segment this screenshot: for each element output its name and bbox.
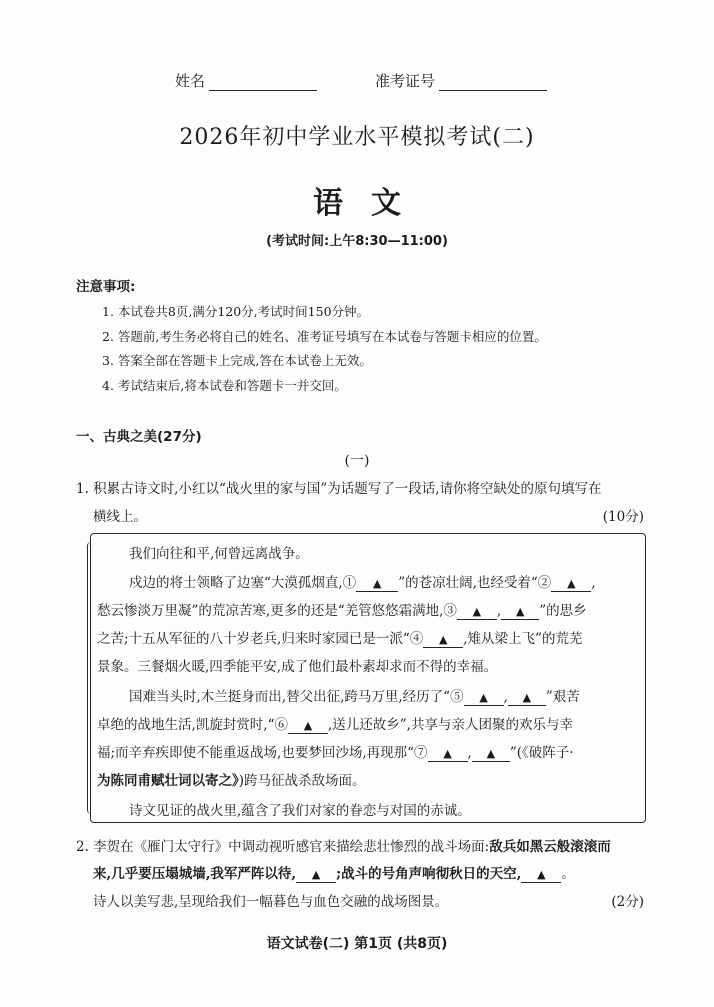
question-2-score: (2分) bbox=[611, 894, 644, 910]
question-1-prompt-cont: 横线上。 bbox=[93, 509, 147, 525]
passage-line bbox=[129, 685, 580, 706]
passage-line bbox=[97, 599, 587, 620]
question-2-text: 。 bbox=[561, 866, 575, 882]
passage-text: ”的苍凉壮阔,也经受着“② bbox=[398, 575, 552, 591]
poem-paraphrase: 来,几乎要压塌城墙,我军严阵以待, bbox=[93, 866, 297, 882]
answer-blank-6[interactable] bbox=[288, 718, 328, 734]
part-label: (一) bbox=[344, 453, 370, 469]
passage-text: , bbox=[496, 603, 502, 619]
passage-text: , bbox=[503, 689, 508, 705]
answer-blank-4[interactable] bbox=[423, 632, 463, 648]
passage-text: ”艰苦 bbox=[545, 689, 580, 705]
answer-blank-1[interactable] bbox=[356, 576, 398, 592]
passage-line bbox=[97, 627, 582, 648]
exam-time: (考试时间:上午8:30—11:00) bbox=[266, 234, 448, 249]
question-2-text: 2. 李贺在《雁门太守行》中调动视听感官来描绘悲壮惨烈的战斗场面: bbox=[76, 839, 490, 855]
triangle-icon: ▲ bbox=[522, 691, 532, 704]
passage-text: 卓绝的战地生活,凯旋封赏时,“⑥ bbox=[97, 717, 288, 733]
question-2-line bbox=[93, 862, 575, 883]
answer-blank-7a[interactable] bbox=[428, 746, 468, 762]
notice-item: 3. 答案全部在答题卡上完成,答在本试卷上无效。 bbox=[102, 353, 372, 368]
passage-text: ”的思乡 bbox=[539, 603, 587, 619]
answer-blank-q2a[interactable] bbox=[296, 867, 336, 883]
passage-text: 国难当头时,木兰挺身而出,替父出征,跨马万里,经历了“⑤ bbox=[129, 689, 464, 705]
triangle-icon: ▲ bbox=[515, 605, 525, 618]
name-field[interactable] bbox=[175, 70, 317, 91]
exam-title: 2026年初中学业水平模拟考试(二) bbox=[179, 125, 535, 150]
triangle-icon: ▲ bbox=[439, 633, 448, 646]
passage-line bbox=[97, 713, 573, 734]
passage-line: 诗文见证的战火里,蕴含了我们对家的眷恋与对国的赤诚。 bbox=[129, 803, 471, 819]
subject-title: 语文 bbox=[313, 186, 429, 221]
passage-text: , bbox=[467, 745, 472, 761]
passage-text: , bbox=[591, 575, 596, 591]
passage-line bbox=[129, 571, 596, 592]
passage-text: ”(《破阵子· bbox=[509, 745, 574, 761]
passage-line bbox=[97, 741, 574, 762]
poem-paraphrase: ;战斗的号角声响彻秋日的天空, bbox=[336, 866, 522, 882]
passage-text: 戍边的将士领略了边塞“大漠孤烟直,① bbox=[129, 575, 357, 591]
triangle-icon: ▲ bbox=[472, 605, 482, 618]
passage-text: 愁云惨淡万里凝”的荒凉苦寒,更多的还是“羌管悠悠霜满地,③ bbox=[97, 603, 457, 619]
triangle-icon: ▲ bbox=[537, 868, 546, 881]
answer-blank-5b[interactable] bbox=[508, 690, 546, 706]
name-blank[interactable] bbox=[209, 73, 317, 91]
poem-title: 为陈同甫赋壮词以寄之》 bbox=[97, 773, 239, 789]
triangle-icon: ▲ bbox=[486, 747, 496, 760]
question-2-line bbox=[76, 835, 611, 855]
name-label: 姓名 bbox=[175, 72, 206, 90]
passage-line: 我们向往和平,何曾远离战争。 bbox=[129, 546, 309, 562]
passage-text: 福;而辛弃疾即使不能重返战场,也要梦回沙场,再现那“⑦ bbox=[97, 745, 428, 761]
notice-item: 2. 答题前,考生务必将自己的姓名、准考证号填写在本试卷与答题卡相应的位置。 bbox=[102, 328, 547, 344]
question-1-prompt: 1. 积累古诗文时,小红以“战火里的家与国”为话题写了一段话,请你将空缺处的原句填写在 bbox=[76, 481, 602, 497]
notice-list bbox=[102, 300, 662, 398]
answer-blank-3b[interactable] bbox=[501, 604, 539, 620]
answer-blank-3a[interactable] bbox=[457, 604, 497, 620]
answer-blank-5a[interactable] bbox=[464, 690, 504, 706]
passage-text: 之苦;十五从军征的八十岁老兵,归来时家园已是一派“④ bbox=[97, 631, 424, 647]
triangle-icon: ▲ bbox=[567, 577, 576, 590]
question-2-line: 诗人以美写悲,呈现给我们一幅暮色与血色交融的战场图景。 bbox=[93, 894, 449, 910]
triangle-icon: ▲ bbox=[372, 577, 382, 590]
triangle-icon: ▲ bbox=[479, 691, 488, 704]
triangle-icon: ▲ bbox=[303, 719, 313, 732]
question-1-score: (10分) bbox=[602, 509, 644, 525]
candidate-info bbox=[0, 70, 714, 94]
triangle-icon: ▲ bbox=[311, 868, 321, 881]
answer-blank-q2b[interactable] bbox=[521, 867, 561, 883]
passage-box bbox=[90, 533, 646, 823]
poem-paraphrase: 敌兵如黑云般滚滚而 bbox=[489, 839, 611, 855]
passage-line bbox=[97, 769, 366, 789]
triangle-icon: ▲ bbox=[443, 747, 452, 760]
notice-title: 注意事项: bbox=[76, 279, 136, 295]
answer-blank-2[interactable] bbox=[551, 576, 591, 592]
section-title: 一、古典之美(27分) bbox=[76, 429, 202, 445]
answer-blank-7b[interactable] bbox=[472, 746, 510, 762]
passage-text: ,送儿还故乡”,共享与亲人团聚的欢乐与幸 bbox=[327, 717, 573, 733]
exam-number-blank[interactable] bbox=[439, 73, 547, 91]
passage-text: ,雉从梁上飞”的荒芜 bbox=[463, 631, 583, 647]
passage-text: )跨马征战杀敌场面。 bbox=[238, 773, 366, 789]
exam-number-label: 准考证号 bbox=[375, 72, 436, 90]
passage-line: 景象。三餐烟火暖,四季能平安,成了他们最朴素却求而不得的幸福。 bbox=[97, 659, 498, 675]
exam-number-field[interactable] bbox=[375, 70, 547, 91]
notice-item: 4. 考试结束后,将本试卷和答题卡一并交回。 bbox=[102, 377, 347, 393]
page-footer: 语文试卷(二) 第1页 (共8页) bbox=[266, 936, 448, 952]
notice-item: 1. 本试卷共8页,满分120分,考试时间150分钟。 bbox=[102, 304, 370, 319]
